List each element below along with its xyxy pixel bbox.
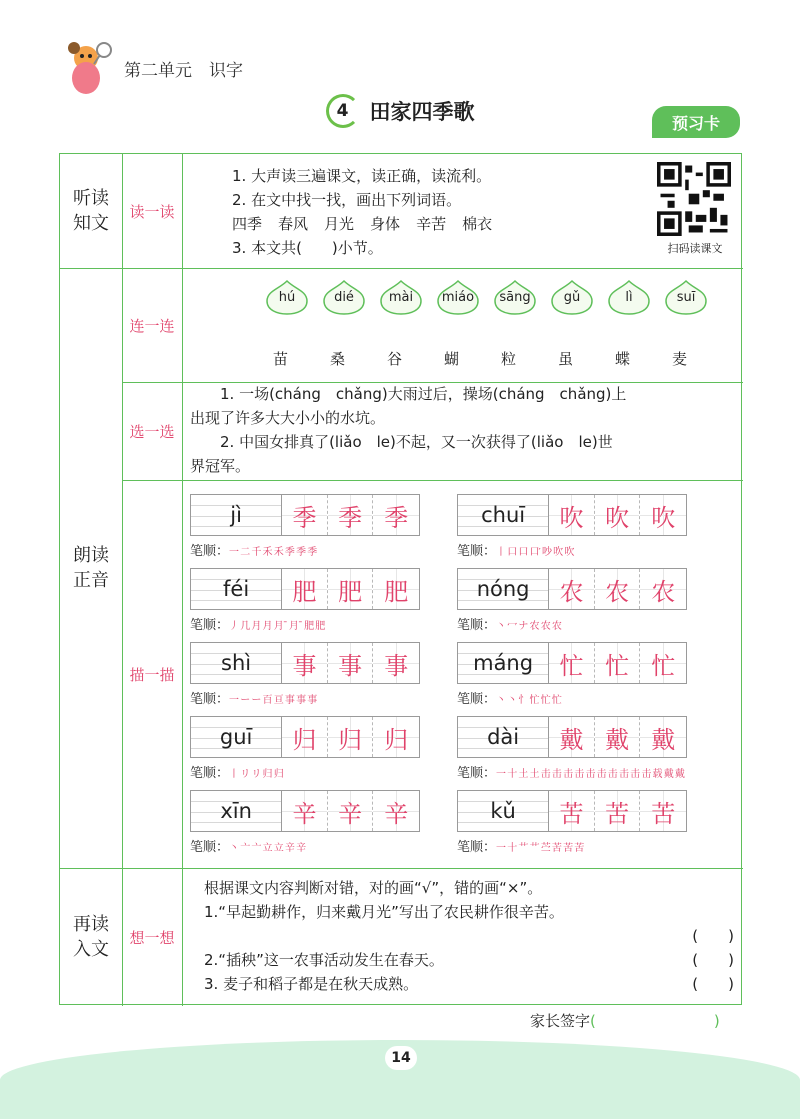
trace-card bbox=[190, 716, 420, 781]
trace-character[interactable]: 季 bbox=[282, 495, 328, 535]
parent-sign-label: 家长签字 bbox=[530, 1012, 591, 1030]
stroke-sequence: 一 十 土 土 击 击 击 击 击 击 击 击 击 击 载 戴 戴 bbox=[496, 769, 684, 780]
trace-grid bbox=[190, 568, 420, 610]
trace-grid bbox=[190, 790, 420, 832]
mascot-icon bbox=[60, 38, 116, 98]
activity-think: 想一想 bbox=[129, 928, 175, 947]
trace-character[interactable]: 戴 bbox=[640, 717, 686, 757]
peach-pinyin: suī bbox=[664, 279, 708, 315]
answer-paren[interactable]: ( ) bbox=[692, 975, 734, 993]
stroke-label: 笔顺： bbox=[190, 618, 230, 633]
trace-pinyin: dài bbox=[458, 717, 549, 757]
stroke-label: 笔顺： bbox=[457, 618, 497, 633]
reading-line-3: 3. 本文共( )小节。 bbox=[232, 239, 383, 257]
trace-card bbox=[457, 642, 687, 707]
stroke-label: 笔顺： bbox=[457, 692, 497, 707]
trace-character[interactable]: 农 bbox=[549, 569, 595, 609]
choose-q1: 1. 一场(cháng chǎng)大雨过后，操场(cháng chǎng)上 bbox=[220, 385, 627, 403]
trace-character[interactable]: 归 bbox=[282, 717, 328, 757]
qr-code-icon[interactable] bbox=[657, 162, 731, 236]
trace-character[interactable]: 忙 bbox=[595, 643, 641, 683]
trace-pinyin: xīn bbox=[191, 791, 282, 831]
peach-pinyin: gǔ bbox=[550, 279, 594, 315]
activity-read: 读一读 bbox=[129, 202, 175, 221]
stroke-label: 笔顺： bbox=[457, 840, 497, 855]
trace-character[interactable]: 归 bbox=[328, 717, 374, 757]
reading-words bbox=[232, 212, 508, 236]
stroke-label: 笔顺： bbox=[457, 766, 497, 781]
stroke-sequence: 丶 亠 亠 立 立 辛 辛 bbox=[229, 843, 306, 854]
stroke-order bbox=[190, 836, 420, 855]
trace-character[interactable]: 忙 bbox=[640, 643, 686, 683]
stroke-sequence: 一 十 艹 艹 苎 苦 苦 苦 bbox=[496, 843, 584, 854]
trace-character[interactable]: 农 bbox=[595, 569, 641, 609]
peach-pinyin: lì bbox=[607, 279, 651, 315]
connect-characters bbox=[273, 348, 729, 369]
reading-instructions bbox=[232, 164, 508, 260]
trace-grid bbox=[457, 716, 687, 758]
activity-trace: 描一描 bbox=[129, 665, 175, 684]
connect-char: 粒 bbox=[501, 350, 517, 368]
trace-character[interactable]: 苦 bbox=[640, 791, 686, 831]
choose-q2-cont: 界冠军。 bbox=[190, 457, 251, 475]
stroke-sequence: 丨 口 口 口′ 吵 吹 吹 bbox=[496, 547, 574, 558]
stroke-sequence: 一 ー ー 百 亘 事 事 事 bbox=[229, 695, 317, 706]
trace-character[interactable]: 事 bbox=[328, 643, 374, 683]
stroke-order bbox=[457, 762, 687, 781]
section-label-reread: 再读 入文 bbox=[73, 914, 109, 960]
stroke-order bbox=[190, 688, 420, 707]
trace-character[interactable]: 肥 bbox=[328, 569, 374, 609]
trace-grid bbox=[457, 568, 687, 610]
connect-char: 虽 bbox=[558, 350, 574, 368]
connect-char: 麦 bbox=[672, 350, 688, 368]
stroke-sequence: 丶 冖 ナ 农 农 农 bbox=[496, 621, 561, 632]
word: 月光 bbox=[324, 215, 355, 233]
worksheet-table bbox=[59, 153, 742, 1005]
trace-character[interactable]: 肥 bbox=[373, 569, 419, 609]
choose-q1-cont: 出现了许多大大小小的水坑。 bbox=[190, 409, 386, 427]
trace-character[interactable]: 事 bbox=[373, 643, 419, 683]
trace-pinyin: féi bbox=[191, 569, 282, 609]
trace-grid bbox=[457, 642, 687, 684]
activity-connect: 连一连 bbox=[129, 316, 175, 335]
word: 身体 bbox=[370, 215, 401, 233]
stroke-order bbox=[457, 688, 687, 707]
connect-char: 桑 bbox=[330, 350, 346, 368]
answer-paren[interactable]: ( ) bbox=[692, 927, 734, 945]
judge-row bbox=[204, 924, 734, 948]
answer-paren[interactable]: ( ) bbox=[692, 951, 734, 969]
trace-character[interactable]: 戴 bbox=[595, 717, 641, 757]
unit-title: 第二单元 识字 bbox=[124, 60, 243, 81]
trace-pinyin: nóng bbox=[458, 569, 549, 609]
choose-q2: 2. 中国女排真了(liǎo le)不起，又一次获得了(liǎo le)世 bbox=[220, 433, 613, 451]
judge-q2: 2.“插秧”这一农事活动发生在春天。 bbox=[204, 951, 444, 969]
connect-char: 蝴 bbox=[444, 350, 460, 368]
trace-character[interactable]: 苦 bbox=[595, 791, 641, 831]
trace-card bbox=[190, 790, 420, 855]
activity-choose: 选一选 bbox=[129, 422, 175, 441]
word: 春风 bbox=[278, 215, 309, 233]
trace-character[interactable]: 农 bbox=[640, 569, 686, 609]
peach-pinyin: hú bbox=[265, 279, 309, 315]
peach-pinyin: sāng bbox=[493, 279, 537, 315]
page-number: 14 bbox=[385, 1046, 417, 1070]
row-divider bbox=[122, 480, 743, 481]
peach-pinyin: mài bbox=[379, 279, 423, 315]
trace-character[interactable]: 吹 bbox=[549, 495, 595, 535]
trace-character[interactable]: 辛 bbox=[373, 791, 419, 831]
word: 棉衣 bbox=[462, 215, 493, 233]
trace-character[interactable]: 吹 bbox=[595, 495, 641, 535]
section-label-listen: 听读 知文 bbox=[73, 188, 109, 234]
trace-character[interactable]: 辛 bbox=[282, 791, 328, 831]
trace-grid bbox=[457, 790, 687, 832]
connect-char: 苗 bbox=[273, 350, 289, 368]
reading-line-2: 2. 在文中找一找，画出下列词语。 bbox=[232, 191, 462, 209]
lesson-number: 4 bbox=[326, 94, 360, 128]
trace-character[interactable]: 季 bbox=[373, 495, 419, 535]
stroke-sequence: 丿 几 月 月 月ˉ 月ˉ 肥 肥 bbox=[229, 621, 325, 632]
trace-pinyin: chuī bbox=[458, 495, 549, 535]
trace-grid bbox=[190, 494, 420, 536]
word: 四季 bbox=[232, 215, 263, 233]
page-header bbox=[60, 40, 243, 96]
stroke-order bbox=[457, 614, 687, 633]
trace-grid bbox=[190, 642, 420, 684]
peach-pinyin: miáo bbox=[436, 279, 480, 315]
trace-pinyin: shì bbox=[191, 643, 282, 683]
trace-card bbox=[190, 642, 420, 707]
stroke-order bbox=[457, 836, 687, 855]
judge-questions bbox=[204, 876, 734, 996]
stroke-order bbox=[190, 540, 420, 559]
trace-card bbox=[457, 568, 687, 633]
stroke-sequence: 一 二 千 禾 禾 季 季 季 bbox=[229, 547, 317, 558]
stroke-order bbox=[457, 540, 687, 559]
choose-questions bbox=[190, 382, 735, 478]
stroke-order bbox=[190, 614, 420, 633]
sign-paren-open: ( bbox=[590, 1012, 596, 1030]
trace-card bbox=[190, 568, 420, 633]
judge-q1: 1.“早起勤耕作，归来戴月光”写出了农民耕作很辛苦。 bbox=[204, 903, 564, 921]
reading-line-1: 1. 大声读三遍课文，读正确，读流利。 bbox=[232, 167, 492, 185]
word: 辛苦 bbox=[416, 215, 447, 233]
preview-tab: 预习卡 bbox=[652, 106, 740, 138]
trace-pinyin: guī bbox=[191, 717, 282, 757]
stroke-label: 笔顺： bbox=[190, 840, 230, 855]
sign-paren-close: ) bbox=[713, 1012, 720, 1030]
trace-character[interactable]: 辛 bbox=[328, 791, 374, 831]
pinyin-peaches bbox=[265, 279, 721, 315]
trace-pinyin: máng bbox=[458, 643, 549, 683]
trace-character[interactable]: 事 bbox=[282, 643, 328, 683]
qr-caption: 扫码读课文 bbox=[667, 242, 723, 255]
trace-grid bbox=[190, 716, 420, 758]
stroke-label: 笔顺： bbox=[457, 544, 497, 559]
trace-character[interactable]: 肥 bbox=[282, 569, 328, 609]
column-divider bbox=[182, 154, 183, 1006]
trace-pinyin: jì bbox=[191, 495, 282, 535]
stroke-order bbox=[190, 762, 420, 781]
trace-pinyin: kǔ bbox=[458, 791, 549, 831]
trace-card bbox=[190, 494, 420, 559]
peach-pinyin: dié bbox=[322, 279, 366, 315]
connect-char: 蝶 bbox=[615, 350, 631, 368]
trace-character[interactable]: 季 bbox=[328, 495, 374, 535]
trace-card bbox=[457, 494, 687, 559]
connect-char: 谷 bbox=[387, 350, 403, 368]
trace-character[interactable]: 吹 bbox=[640, 495, 686, 535]
section-label-read-aloud: 朗读 正音 bbox=[73, 545, 109, 591]
stroke-sequence: 丶 丶 忄 忙 忙 忙 bbox=[496, 695, 561, 706]
trace-card bbox=[457, 790, 687, 855]
stroke-sequence: 丨 リ リ 归 归 bbox=[229, 769, 283, 780]
trace-card bbox=[457, 716, 687, 781]
parent-signature bbox=[530, 1010, 720, 1031]
trace-character[interactable]: 归 bbox=[373, 717, 419, 757]
judge-q3: 3. 麦子和稻子都是在秋天成熟。 bbox=[204, 975, 419, 993]
judge-intro: 根据课文内容判断对错，对的画“√”，错的画“×”。 bbox=[204, 879, 543, 897]
lesson-name: 田家四季歌 bbox=[369, 99, 475, 124]
trace-character[interactable]: 忙 bbox=[549, 643, 595, 683]
stroke-label: 笔顺： bbox=[190, 692, 230, 707]
stroke-label: 笔顺： bbox=[190, 544, 230, 559]
judge-row bbox=[204, 948, 734, 972]
trace-character[interactable]: 苦 bbox=[549, 791, 595, 831]
trace-character[interactable]: 戴 bbox=[549, 717, 595, 757]
judge-row bbox=[204, 972, 734, 996]
stroke-label: 笔顺： bbox=[190, 766, 230, 781]
trace-grid bbox=[457, 494, 687, 536]
